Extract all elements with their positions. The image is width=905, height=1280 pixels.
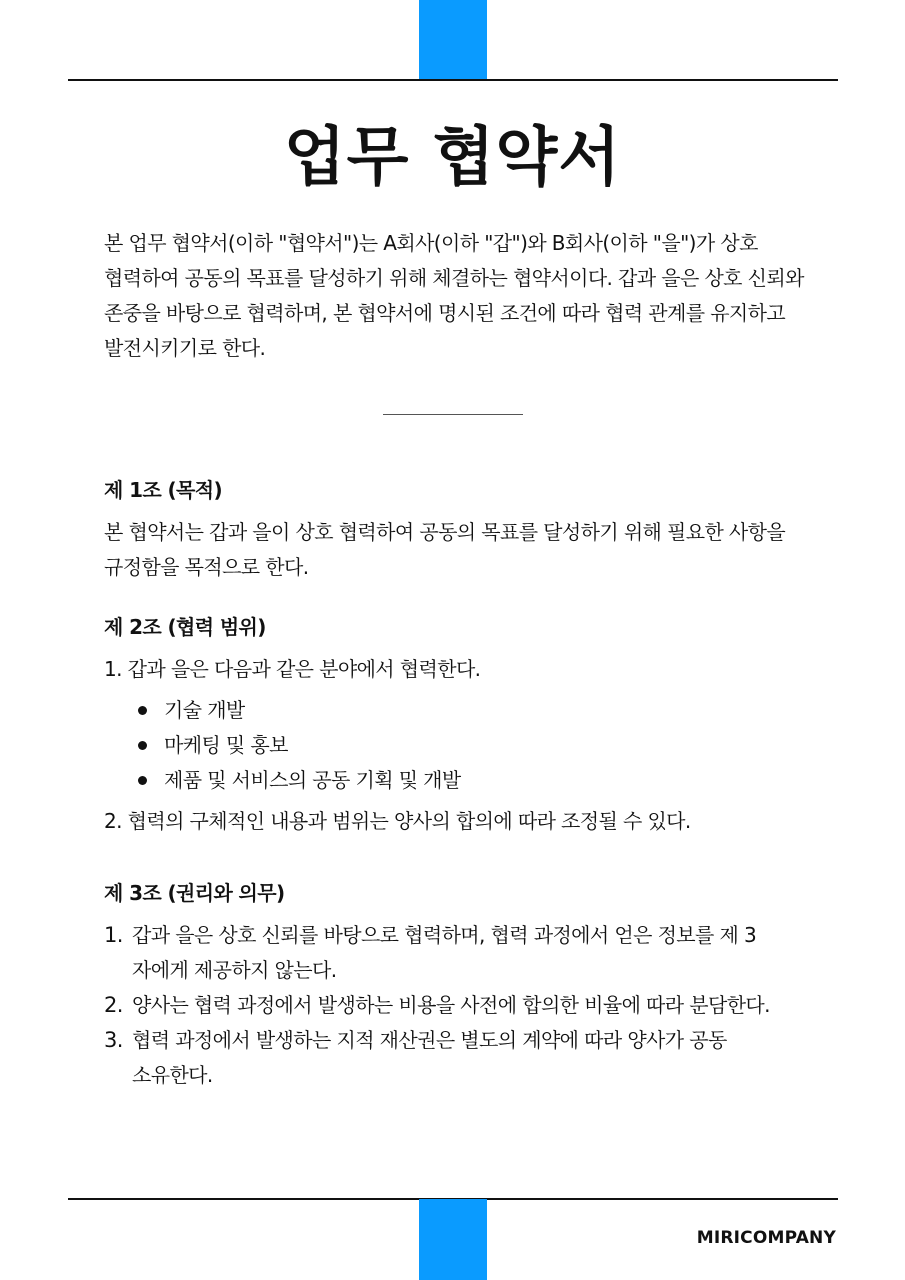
list-item [104,1023,804,1093]
list-item [104,988,804,1023]
top-rule [68,79,838,81]
article-3 [104,878,804,1093]
footer-brand: MIRICOMPANY [696,1228,836,1248]
list-number: 3. [104,1028,123,1052]
bullet-icon [138,776,147,785]
article-2-bullet-list [104,693,804,798]
list-item [104,918,804,988]
bullet-text: 마케팅 및 홍보 [164,733,288,757]
bullet-icon [138,706,147,715]
article-2-item-2: 2. 협력의 구체적인 내용과 범위는 양사의 합의에 따라 조정될 수 있다. [104,809,691,833]
article-1-heading: 제 1조 (목적) [104,478,223,502]
bottom-accent-block [419,1199,487,1280]
list-number: 1. [104,923,123,947]
article-2-item-1: 1. 갑과 을은 다음과 같은 분야에서 협력한다. [104,657,481,681]
article-2-heading: 제 2조 (협력 범위) [104,615,266,639]
list-item [138,728,804,763]
bullet-text: 제품 및 서비스의 공동 기획 및 개발 [164,768,461,792]
list-number: 2. [104,993,123,1017]
article-2 [104,612,804,839]
list-text: 협력 과정에서 발생하는 지적 재산권은 별도의 계약에 따라 양사가 공동 소유한다. [132,1028,727,1087]
list-text: 갑과 을은 상호 신뢰를 바탕으로 협력하며, 협력 과정에서 얻은 정보를 제 3 자에게 제공하지 않는다. [132,923,757,982]
article-1 [104,475,804,585]
section-divider [383,414,523,415]
intro-paragraph: 본 업무 협약서(이하 "협약서")는 A회사(이하 "갑")와 B회사(이하 "을")가 상호 협력하여 공동의 목표를 달성하기 위해 체결하는 협약서이다. 갑과 을은 상호 신뢰와 존중을 바탕으로 협력하며, 본 협약서에 명시된 조건에 따라 협력 관계를 유지하고 발전시키기로 한다. [104,231,804,360]
list-item [138,763,804,798]
bullet-text: 기술 개발 [164,698,245,722]
bullet-icon [138,741,147,750]
article-3-list [104,918,804,1093]
article-1-body: 본 협약서는 갑과 을이 상호 협력하여 공동의 목표를 달성하기 위해 필요한 사항을 규정함을 목적으로 한다. [104,520,786,579]
document-title: 업무 협약서 [283,121,622,195]
article-3-heading: 제 3조 (권리와 의무) [104,881,285,905]
top-accent-block [419,0,487,81]
list-item [138,693,804,728]
list-text: 양사는 협력 과정에서 발생하는 비용을 사전에 합의한 비율에 따라 분담한다. [132,993,770,1017]
